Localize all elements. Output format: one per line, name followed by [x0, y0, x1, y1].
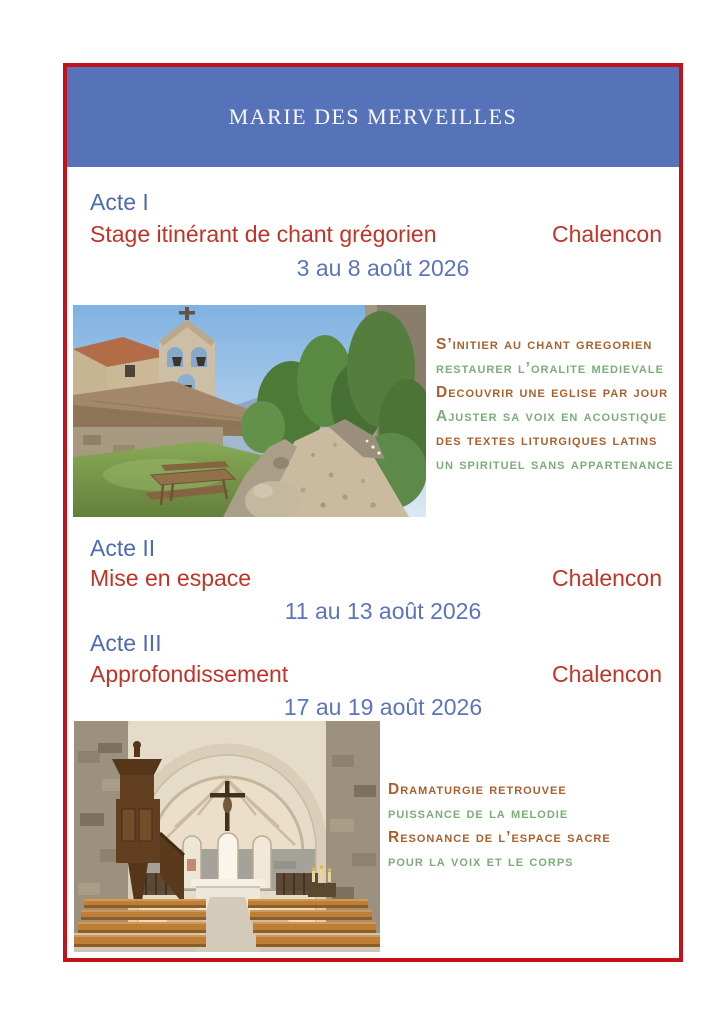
- act1-row: [90, 221, 662, 248]
- act1-label: Acte I: [90, 189, 149, 215]
- act2-name: Mise en espace: [90, 565, 252, 591]
- act2-row: [90, 565, 662, 592]
- church-interior-photo: [74, 721, 380, 952]
- highlight-line: Ajuster sa voix en acoustique: [436, 408, 668, 425]
- page-title: MARIE DES MERVEILLES: [228, 104, 518, 129]
- act2-location: Chalencon: [552, 565, 662, 591]
- village-church-photo: [73, 305, 426, 517]
- act3-dates: 17 au 19 août 2026: [283, 694, 483, 720]
- act1-dates: 3 au 8 août 2026: [296, 255, 470, 281]
- act3-label: Acte III: [90, 630, 162, 656]
- act1-location: Chalencon: [552, 221, 662, 247]
- act3-row: [90, 661, 662, 688]
- highlight-line: Dramaturgie retrouvee: [388, 781, 567, 798]
- act3-highlights: [388, 778, 611, 874]
- highlight-line: Decouvrir une eglise par jour: [436, 384, 669, 401]
- highlight-line: puissance de la melodie: [388, 805, 569, 822]
- highlight-line: Resonance de l’espace sacre: [388, 829, 611, 846]
- title-banner: [67, 67, 679, 167]
- highlight-line: restaurer l’oralite medievale: [436, 360, 664, 377]
- highlight-line: des textes liturgiques latins: [436, 432, 658, 449]
- act1-highlights: [436, 333, 674, 477]
- warm-tone-overlay: [74, 721, 380, 952]
- act2-dates: 11 au 13 août 2026: [284, 598, 482, 624]
- act3-location: Chalencon: [552, 661, 662, 687]
- act2-label: Acte II: [90, 535, 156, 561]
- highlight-line: S’initier au chant gregorien: [436, 336, 653, 353]
- act3-name: Approfondissement: [90, 661, 289, 687]
- highlight-line: un spirituel sans appartenance: [436, 456, 674, 473]
- highlight-line: pour la voix et le corps: [388, 853, 574, 870]
- act1-name: Stage itinérant de chant grégorien: [90, 221, 437, 247]
